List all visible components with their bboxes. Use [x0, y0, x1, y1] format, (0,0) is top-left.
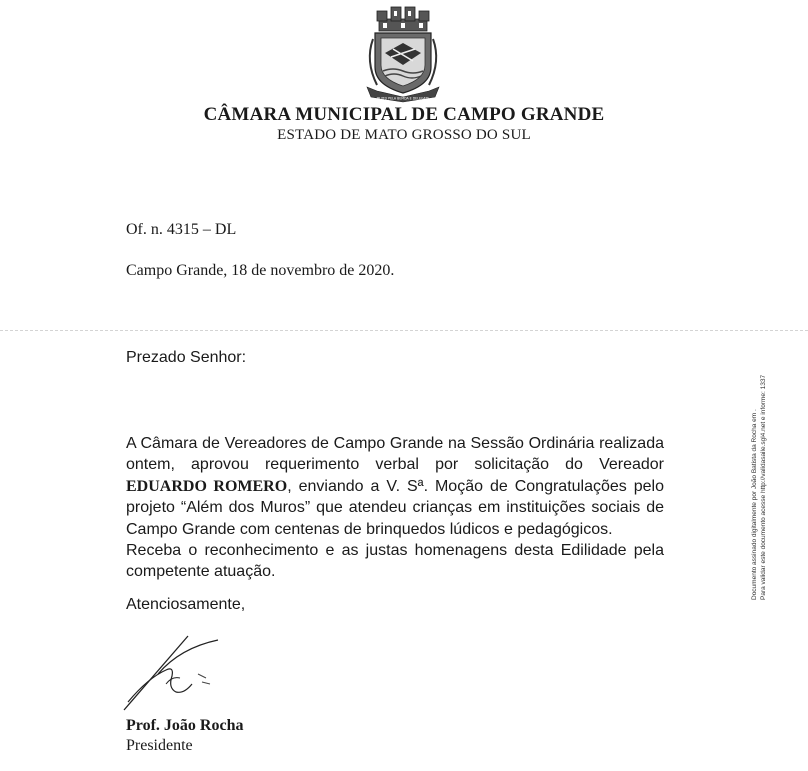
letter-reference: Of. n. 4315 – DL	[126, 221, 237, 238]
fold-line	[0, 330, 808, 331]
closing: Atenciosamente,	[126, 596, 246, 613]
body-paragraph-2: Receba o reconhecimento e as justas homenagens desta Edilidade pela competente atuação.	[126, 542, 664, 581]
digital-signature-stamp	[744, 328, 774, 600]
body-paragraph-1	[126, 433, 664, 540]
body-text-start: A Câmara de Vereadores de Campo Grande na Sessão Ordinária realizada ontem, aprovou requerimento verbal por solicitação do Vereador	[126, 435, 664, 474]
institution-title: CÂMARA MUNICIPAL DE CAMPO GRANDE	[203, 104, 605, 125]
signer-name: Prof. João Rocha	[126, 717, 244, 734]
signer-role: Presidente	[126, 737, 193, 754]
body-text-end: , enviando a V. Sª. Moção de Congratulações pelo projeto “Além dos Muros” que atendeu crianças em instituições sociais de Campo Grande com centenas de brinquedos lúdicos e pedagógicos.	[126, 477, 664, 538]
signature	[118, 630, 228, 714]
institution-subtitle: ESTADO DE MATO GROSSO DO SUL	[277, 127, 531, 143]
stamp-line-2: Para validar este documento acesse http://validasaile.sgl4.net e informe: 1337	[760, 374, 767, 600]
svg-text:MUITO PELA BEMDA E DELEGATE: MUITO PELA BEMDA E DELEGATE	[376, 96, 430, 101]
salutation: Prezado Senhor:	[126, 349, 247, 366]
councilor-name: EDUARDO ROMERO	[126, 477, 288, 495]
coat-of-arms-logo	[363, 5, 443, 103]
stamp-line-1: Documento assinado digitalmente por João Batista da Rocha em .	[751, 409, 758, 600]
letter-date: Campo Grande, 18 de novembro de 2020.	[126, 262, 395, 279]
letter-body	[126, 433, 664, 583]
